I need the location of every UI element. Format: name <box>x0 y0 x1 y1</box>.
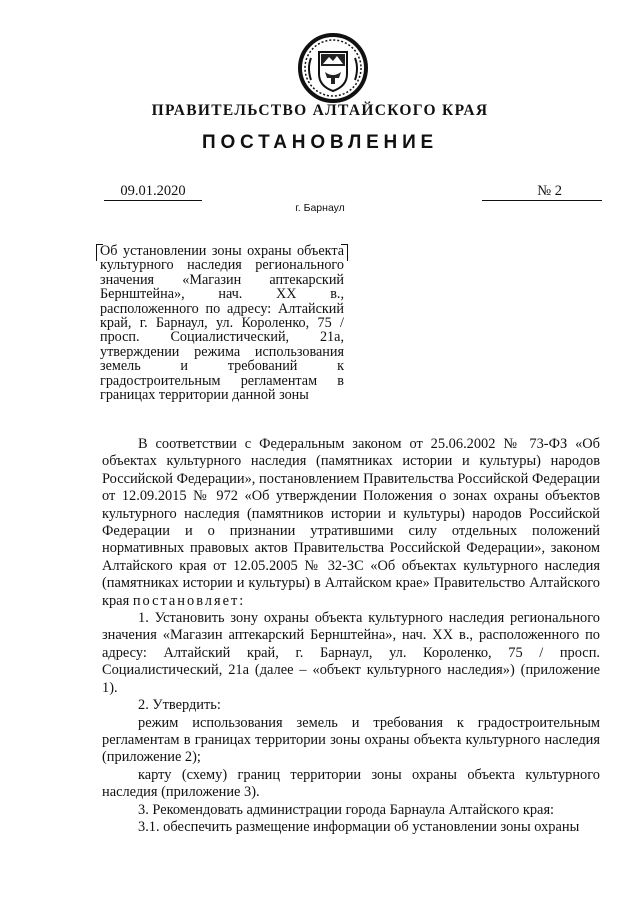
document-number: № 2 <box>482 183 602 201</box>
subject-bracket-right <box>341 244 348 261</box>
item-1: 1. Установить зону охраны объекта культурного наследия регионального значения «Магазин аптекарский Бернштейна», нач. XX в., расположенного по адресу: Алтайский край, г. Барнаул, ул. Короленко, 75 / просп. Социалистический, 21а (далее – «объект культурного наследия») (приложение 1). <box>102 610 600 696</box>
document-date: 09.01.2020 <box>104 183 202 201</box>
document-body <box>102 436 600 836</box>
coat-of-arms-icon <box>297 28 369 108</box>
preamble-text: В соответствии с Федеральным законом от 25.06.2002 № 73-ФЗ «Об объектах культурного наследия (памятниках истории и культуры) народов Российской Федерации», постановлением Правительства Российской Федерации от 12.09.2015 № 972 «Об утверждении Положения о зонах охраны объектов культурного наследия (памятников истории и культуры) народов Российской Федерации и о признании утратившими силу отдельных положений нормативных правовых актов Правительства Российской Федерации», законом Алтайского края от 12.05.2005 № 32-ЗС «Об объектах культурного наследия (памятниках истории и культуры) в Алтайском крае» Правительство Алтайского края <box>102 436 600 609</box>
item-2a: режим использования земель и требования к градостроительным регламентам в границах территории зоны охраны объекта культурного наследия (приложение 2); <box>102 714 600 766</box>
item-2: 2. Утвердить: <box>138 697 221 714</box>
document-type: ПОСТАНОВЛЕНИЕ <box>201 132 439 153</box>
subject-bracket-left <box>96 244 103 261</box>
government-title: ПРАВИТЕЛЬСТВО АЛТАЙСКОГО КРАЯ <box>151 102 489 119</box>
item-3: 3. Рекомендовать администрации города Барнаула Алтайского края: <box>138 801 555 818</box>
decree-word: постановляет: <box>132 592 246 609</box>
document-subject <box>100 244 344 402</box>
item-2b: карту (схему) границ территории зоны охраны объекта культурного наследия (приложение 3). <box>102 766 600 801</box>
preamble-paragraph <box>102 436 600 610</box>
subject-text: Об установлении зоны охраны объекта культурного наследия регионального значения «Магазин аптекарский Бернштейна», нач. XX в., расположенного по адресу: Алтайский край, г. Барнаул, ул. Короленко, 75 / просп. Социалистический, 21а, утверждении режима использования земель и требований к градостроительным регламентам в границах территории данной зоны <box>100 243 344 404</box>
city-name: г. Барнаул <box>295 202 345 214</box>
item-3-1: 3.1. обеспечить размещение информации об установлении зоны охраны <box>138 818 580 835</box>
